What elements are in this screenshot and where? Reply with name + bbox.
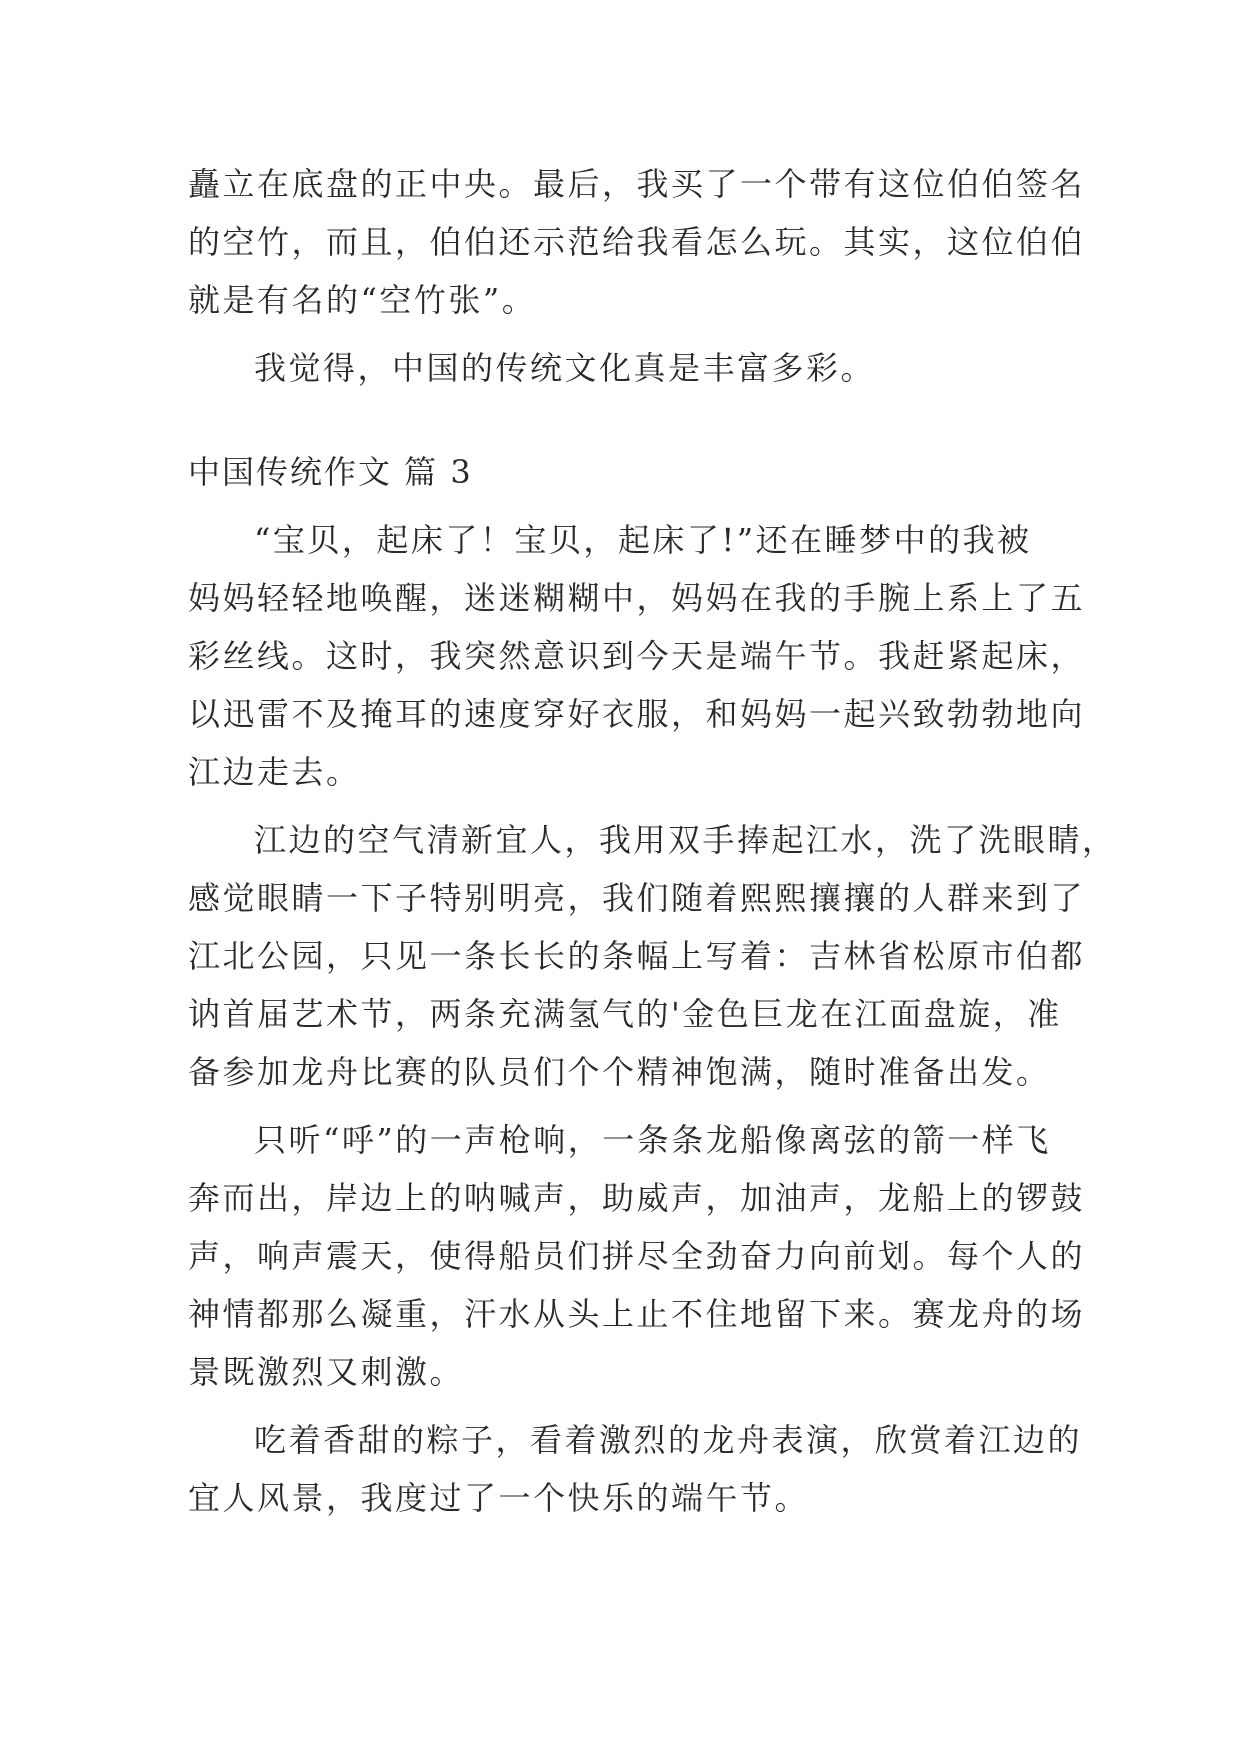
document-page <box>188 155 1117 1527</box>
text-line: 江北公园，只见一条长长的条幅上写着：吉林省松原市伯都 <box>188 937 1086 975</box>
text-line: 以迅雷不及掩耳的速度穿好衣服，和妈妈一起兴致勃勃地向 <box>188 695 1086 733</box>
text-line: 感觉眼睛一下子特别明亮，我们随着熙熙攘攘的人群来到了 <box>188 879 1086 917</box>
text-line: 吃着香甜的粽子，看着激烈的龙舟表演，欣赏着江边的 <box>254 1421 1083 1459</box>
text-line: 矗立在底盘的正中央。最后，我买了一个带有这位伯伯签名 <box>188 165 1086 203</box>
text-line: 我觉得，中国的传统文化真是丰富多彩。 <box>254 349 876 387</box>
text-line: 神情都那么凝重，汗水从头上止不住地留下来。赛龙舟的场 <box>188 1295 1086 1333</box>
text-line: 就是有名的“空竹张”。 <box>188 281 537 319</box>
text-line: 备参加龙舟比赛的队员们个个精神饱满，随时准备出发。 <box>188 1053 1051 1091</box>
text-line: 声，响声震天，使得船员们拼尽全劲奋力向前划。每个人的 <box>188 1237 1086 1275</box>
text-line: 江边的空气清新宜人，我用双手捧起江水，洗了洗眼睛， <box>254 821 1117 859</box>
paragraph <box>188 339 1058 397</box>
text-line: “宝贝，起床了！宝贝，起床了!”还在睡梦中的我被 <box>254 521 1032 559</box>
section-heading: 中国传统作文 篇 3 <box>188 453 473 491</box>
text-line: 江边走去。 <box>188 753 361 791</box>
text-line: 景既激烈又刺激。 <box>188 1353 465 1391</box>
paragraph <box>188 511 1086 801</box>
text-line: 奔而出，岸边上的呐喊声，助威声，加油声，龙船上的锣鼓 <box>188 1179 1086 1217</box>
text-line: 妈妈轻轻地唤醒，迷迷糊糊中，妈妈在我的手腕上系上了五 <box>188 579 1086 617</box>
paragraph <box>188 1411 1083 1527</box>
section-continuation <box>188 155 1086 397</box>
text-line: 讷首届艺术节，两条充满氢气的'金色巨龙在江面盘旋，准 <box>188 995 1062 1033</box>
paragraph <box>188 155 1086 329</box>
paragraph <box>188 811 1117 1101</box>
text-line: 的空竹，而且，伯伯还示范给我看怎么玩。其实，这位伯伯 <box>188 223 1086 261</box>
section-essay-3 <box>188 443 1117 1527</box>
text-line: 彩丝线。这时，我突然意识到今天是端午节。我赶紧起床， <box>188 637 1086 675</box>
paragraph <box>188 1111 1086 1401</box>
text-line: 宜人风景，我度过了一个快乐的端午节。 <box>188 1479 810 1517</box>
text-line: 只听“呼”的一声枪响，一条条龙船像离弦的箭一样飞 <box>254 1121 1051 1159</box>
